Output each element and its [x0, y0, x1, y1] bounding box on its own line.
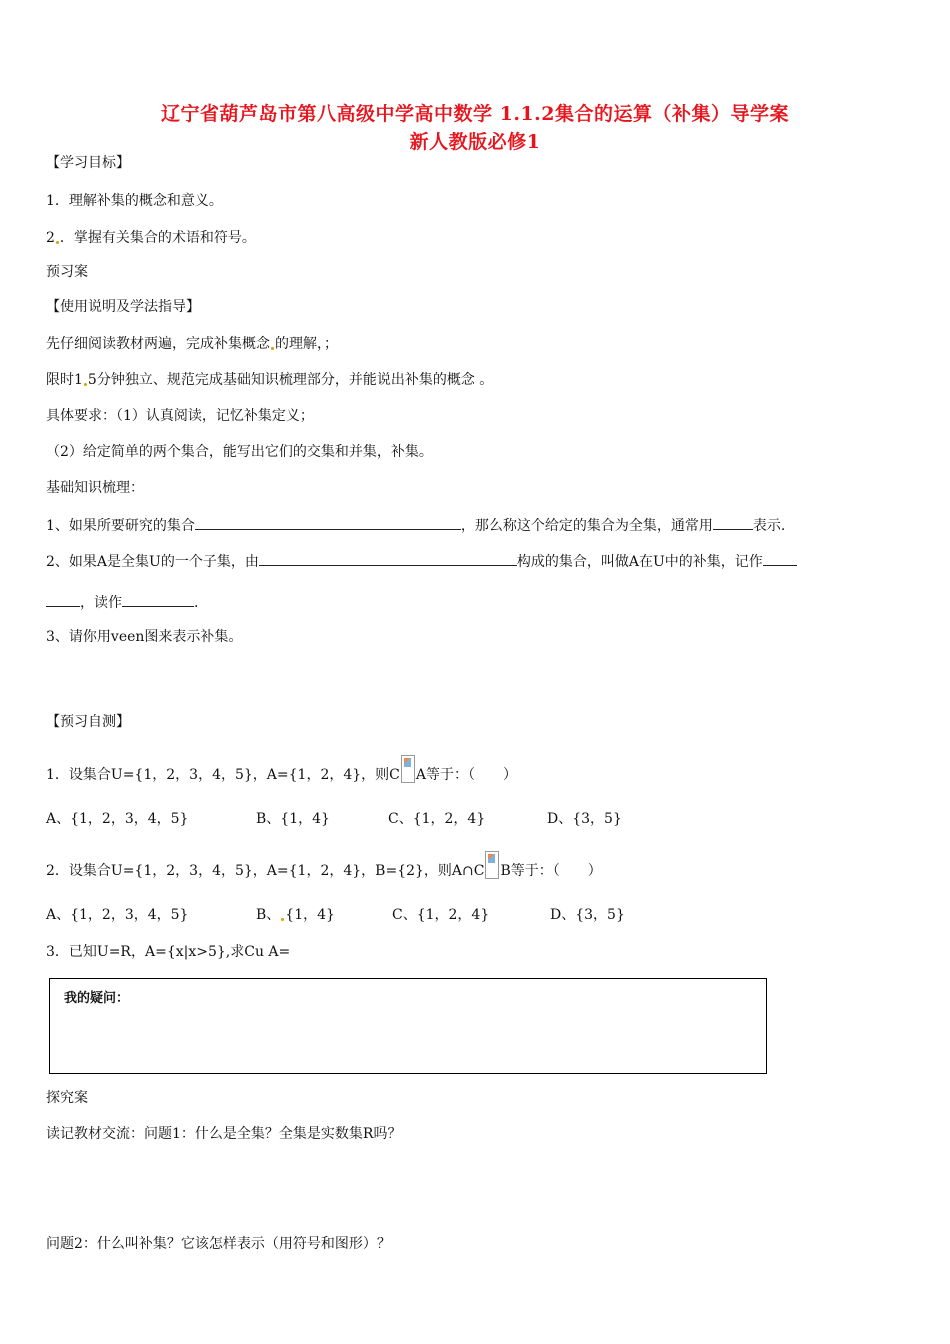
q2-option-d: D、{3，5} — [550, 907, 625, 923]
fill-blank[interactable] — [46, 590, 80, 607]
question-box-label: 我的疑问： — [64, 991, 130, 1006]
selftest-q1: 1．设集合U={1，2，3，4，5}，A={1，2，4}，则C A等于：（ ） — [46, 755, 517, 784]
q2-option-b: B、 {1，4} — [256, 907, 335, 923]
mark-dot-icon — [271, 347, 274, 350]
q1-option-b: B、{1，4} — [256, 811, 330, 827]
guide-heading: 【使用说明及学法指导】 — [46, 299, 200, 315]
fill-blank[interactable] — [763, 549, 797, 566]
requirement-2: （2）给定简单的两个集合，能写出它们的交集和并集，补集。 — [46, 444, 433, 460]
fill-blank[interactable] — [713, 513, 753, 530]
basics-item-3: 3、请你用veen图来表示补集。 — [46, 629, 243, 645]
title-line-2: 新人教版必修1 — [409, 131, 541, 153]
basics-heading: 基础知识梳理： — [46, 480, 144, 496]
explore-question-1: 读记教材交流：问题1：什么是全集？全集是实数集R吗？ — [46, 1126, 402, 1142]
selftest-heading: 【预习自测】 — [46, 714, 130, 730]
fill-blank[interactable] — [122, 590, 194, 607]
selftest-q2: 2．设集合U={1，2，3，4，5}，A={1，2，4}，B={2}，则A∩C B等于：（ ） — [46, 851, 602, 880]
explore-heading: 探究案 — [46, 1090, 88, 1106]
guide-line-2: 限时1 5分钟独立、规范完成基础知识梳理部分，并能说出补集的概念 。 — [46, 372, 494, 388]
q1-option-a: A、{1，2，3，4，5} — [46, 811, 189, 827]
selftest-q3: 3．已知U=R，A={x|x>5},求Cu A= — [46, 944, 291, 960]
basics-item-1: 1、如果所要研究的集合 ，那么称这个给定的集合为全集，通常用 表示. — [46, 513, 785, 535]
q2-option-a: A、{1，2，3，4，5} — [46, 907, 189, 923]
goal-item-2: 2 ．掌握有关集合的术语和符号。 — [46, 230, 256, 246]
mark-dot-icon — [56, 241, 59, 244]
basics-item-2: 2、如果A是全集U的一个子集，由 构成的集合，叫做A在U中的补集，记作 — [46, 549, 797, 571]
broken-image-icon — [485, 851, 499, 879]
title-line-1: 辽宁省葫芦岛市第八高级中学高中数学 1.1.2集合的运算（补集）导学案 — [160, 103, 789, 125]
basics-item-2-cont: ，读作 . — [46, 590, 198, 612]
broken-image-icon — [401, 755, 415, 783]
mark-dot-icon — [281, 918, 284, 921]
guide-line-1: 先仔细阅读教材两遍，完成补集概念 的理解，； — [46, 336, 338, 352]
preview-heading: 预习案 — [46, 264, 88, 280]
q1-option-d: D、{3，5} — [547, 811, 622, 827]
goals-heading: 【学习目标】 — [46, 155, 130, 171]
goal-item-1: 1．理解补集的概念和意义。 — [46, 193, 223, 209]
explore-question-2: 问题2：什么叫补集？它该怎样表示（用符号和图形）？ — [46, 1236, 391, 1252]
q2-option-c: C、{1，2，4} — [392, 907, 490, 923]
question-box[interactable] — [49, 978, 767, 1074]
fill-blank[interactable] — [259, 549, 517, 566]
mark-dot-icon — [84, 383, 87, 386]
fill-blank[interactable] — [195, 513, 461, 530]
q1-option-c: C、{1，2，4} — [388, 811, 486, 827]
requirement-1: 具体要求：（1）认真阅读，记忆补集定义； — [46, 408, 314, 424]
